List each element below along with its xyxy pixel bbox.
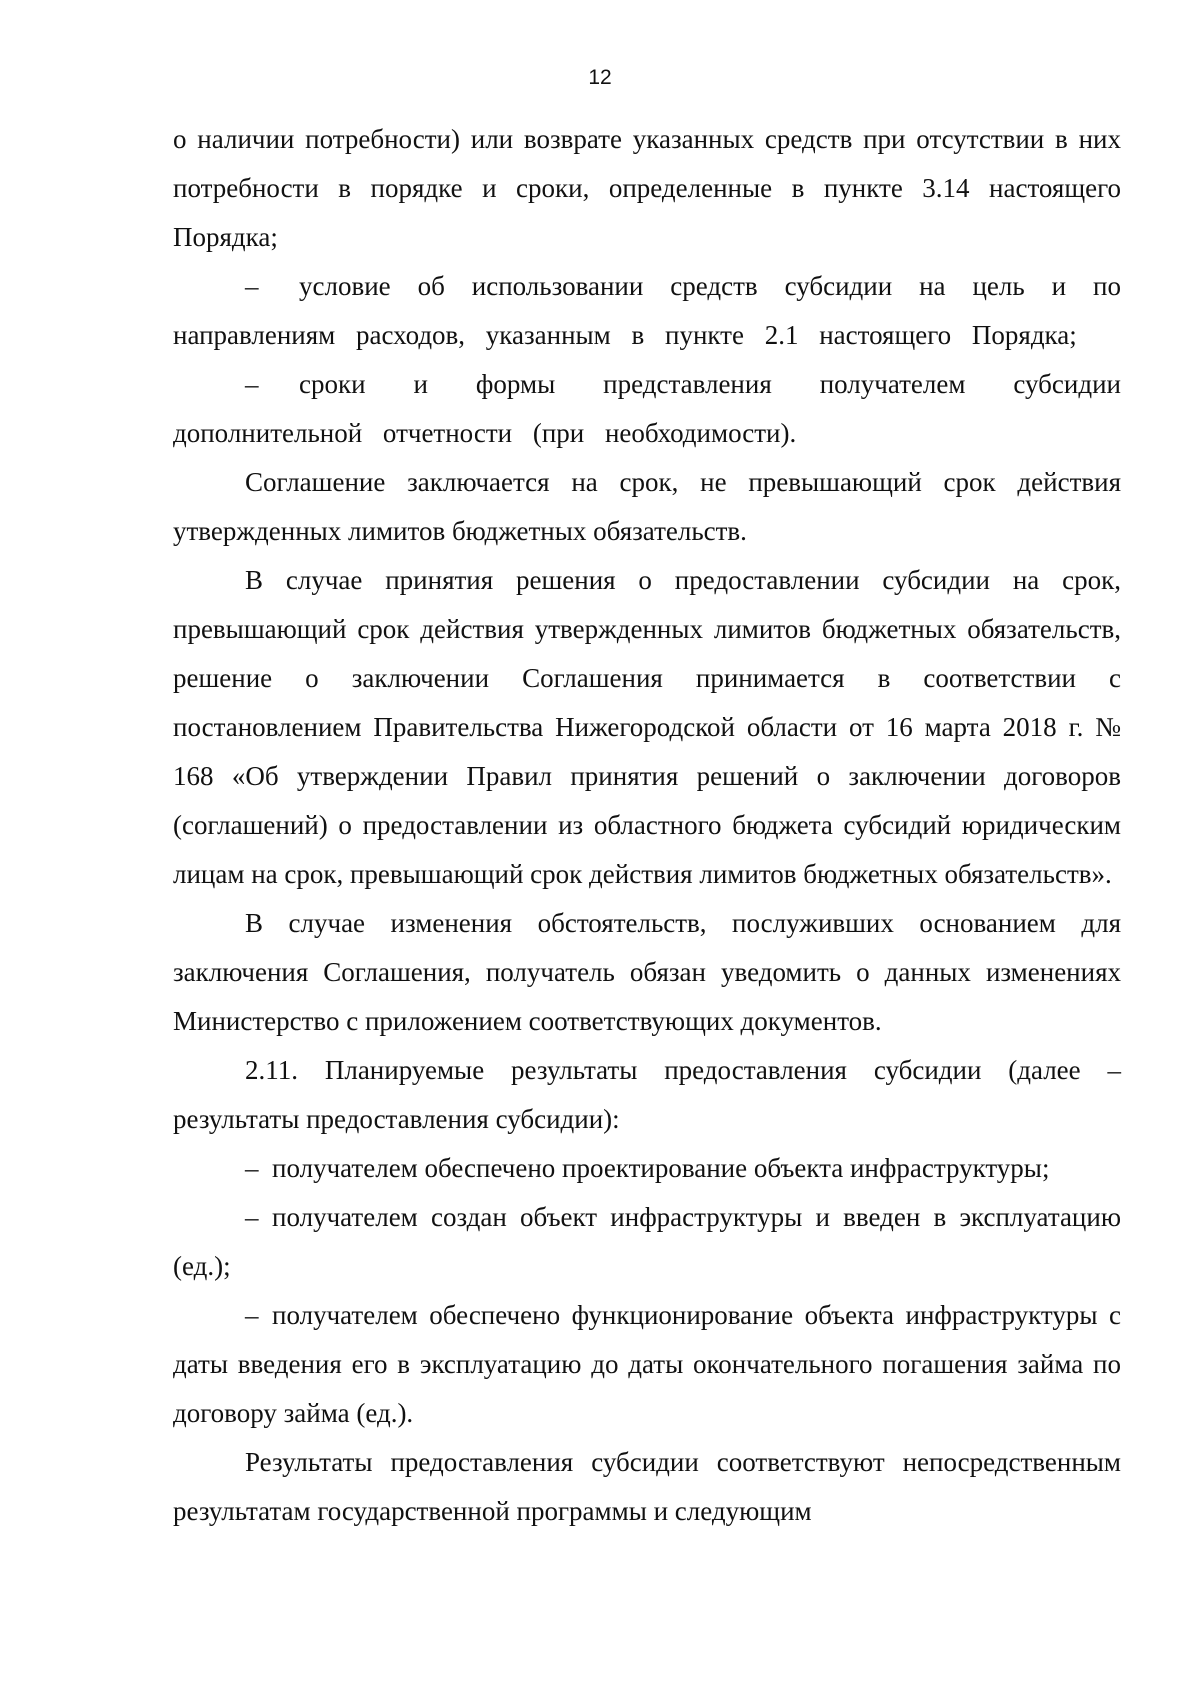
list-item-operation: – получателем обеспечено функционирование объекта инфраструктуры с даты введения его в эксплуатацию до даты окончательного погашения займа по договору займа (ед.). <box>173 1300 1121 1428</box>
list-item-commissioning: – получателем создан объект инфраструктуры и введен в эксплуатацию (ед.); <box>173 1202 1121 1281</box>
paragraph-results-correspondence: Результаты предоставления субсидии соответствуют непосредственным результатам государственной программы и следующим <box>173 1447 1121 1526</box>
paragraph-circumstances-change: В случае изменения обстоятельств, послуживших основанием для заключения Соглашения, получатель обязан уведомить о данных изменениях Министерство с приложением соответствующих документов. <box>173 908 1121 1036</box>
paragraph-agreement-term: Соглашение заключается на срок, не превышающий срок действия утвержденных лимитов бюджетных обязательств. <box>173 467 1121 546</box>
paragraph-long-term-decision: В случае принятия решения о предоставлении субсидии на срок, превышающий срок действия утвержденных лимитов бюджетных обязательств, решение о заключении Соглашения принимается в соответствии с постановлением Правительства Нижегородской области от 16 марта 2018 г. № 168 «Об утверждении Правил принятия решений о заключении договоров (соглашений) о предоставлении из областного бюджета субсидий юридическим лицам на срок, превышающий срок действия лимитов бюджетных обязательств». <box>173 565 1121 889</box>
list-item-reporting: – сроки и формы представления получателем субсидии дополнительной отчетности (при необходимости). <box>173 369 1121 448</box>
paragraph-continuation: о наличии потребности) или возврате указанных средств при отсутствии в них потребности в порядке и сроки, определенные в пункте 3.14 настоящего Порядка; <box>173 124 1121 252</box>
list-item-condition: – условие об использовании средств субсидии на цель и по направлениям расходов, указанным в пункте 2.1 настоящего Порядка; <box>173 271 1121 350</box>
document-body <box>173 115 1121 1536</box>
list-item-design: – получателем обеспечено проектирование объекта инфраструктуры; <box>245 1153 1050 1183</box>
page-number: 12 <box>588 66 612 89</box>
paragraph-section-2-11: 2.11. Планируемые результаты предоставления субсидии (далее – результаты предоставления субсидии): <box>173 1055 1121 1134</box>
